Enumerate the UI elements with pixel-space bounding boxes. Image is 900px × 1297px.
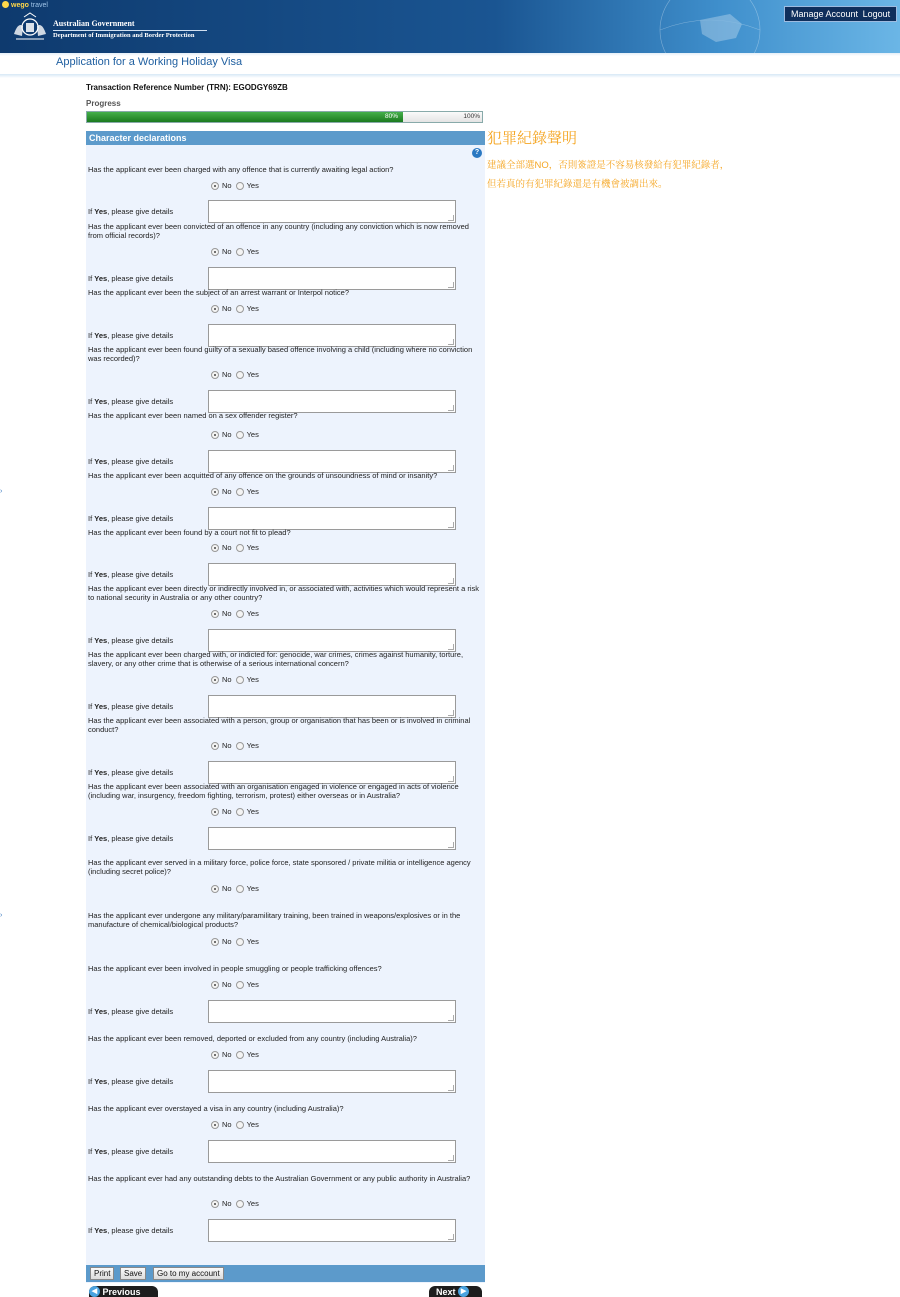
radio-yes[interactable]	[236, 182, 244, 190]
radio-no[interactable]	[211, 808, 219, 816]
radio-no-label: No	[222, 807, 232, 816]
radio-no-label: No	[222, 370, 232, 379]
details-label: If Yes, please give details	[88, 331, 174, 340]
print-button[interactable]: Print	[90, 1267, 114, 1280]
radio-no[interactable]	[211, 885, 219, 893]
radio-no[interactable]	[211, 1051, 219, 1059]
details-textarea[interactable]	[208, 827, 456, 850]
yes-no-radio-group	[211, 543, 263, 552]
details-label: If Yes, please give details	[88, 457, 174, 466]
progress-max: 100%	[463, 113, 480, 120]
radio-yes-label: Yes	[246, 937, 259, 946]
logout-link[interactable]: Logout	[862, 9, 891, 19]
yes-no-radio-group	[211, 247, 263, 256]
question-text: Has the applicant ever had any outstanding debts to the Australian Government or any public authority in Australia?	[88, 1174, 471, 1183]
details-textarea[interactable]	[208, 563, 456, 586]
yes-no-radio-group	[211, 487, 263, 496]
details-label: If Yes, please give details	[88, 514, 174, 523]
radio-yes-label: Yes	[246, 487, 259, 496]
details-textarea[interactable]	[208, 1140, 456, 1163]
save-button[interactable]: Save	[120, 1267, 146, 1280]
radio-no-label: No	[222, 980, 232, 989]
radio-no[interactable]	[211, 1200, 219, 1208]
radio-no-label: No	[222, 181, 232, 190]
radio-yes[interactable]	[236, 885, 244, 893]
radio-no-label: No	[222, 884, 232, 893]
radio-yes[interactable]	[236, 938, 244, 946]
radio-no[interactable]	[211, 981, 219, 989]
radio-no-label: No	[222, 1050, 232, 1059]
yes-no-radio-group	[211, 430, 263, 439]
details-textarea[interactable]	[208, 200, 456, 223]
details-textarea[interactable]	[208, 629, 456, 652]
radio-no-label: No	[222, 937, 232, 946]
radio-yes[interactable]	[236, 981, 244, 989]
radio-no[interactable]	[211, 742, 219, 750]
radio-no[interactable]	[211, 610, 219, 618]
details-label: If Yes, please give details	[88, 1226, 174, 1235]
radio-yes[interactable]	[236, 808, 244, 816]
question-text: Has the applicant ever been charged with any offence that is currently awaiting legal action?	[88, 165, 394, 174]
edge-marker-icon: ›	[0, 912, 3, 919]
yes-no-radio-group	[211, 609, 263, 618]
progress-mark: 80%	[385, 113, 399, 120]
divider	[0, 74, 900, 78]
progress-label: Progress	[86, 99, 121, 108]
radio-yes[interactable]	[236, 305, 244, 313]
radio-yes-label: Yes	[246, 247, 259, 256]
radio-no[interactable]	[211, 676, 219, 684]
question-text: Has the applicant ever been directly or indirectly involved in, or associated with, activities which would represent a risk to national security in Australia or any other country?	[88, 584, 480, 602]
radio-yes[interactable]	[236, 742, 244, 750]
radio-yes[interactable]	[236, 371, 244, 379]
details-textarea[interactable]	[208, 507, 456, 530]
question-text: Has the applicant ever been associated with an organisation engaged in violence or engaged in acts of violence (including war, insurgency, freedom fighting, terrorism, protest) either overseas or in Australia?	[88, 782, 459, 800]
radio-yes-label: Yes	[246, 609, 259, 618]
yes-no-radio-group	[211, 741, 263, 750]
question-text: Has the applicant ever been the subject of an arrest warrant or Interpol notice?	[88, 288, 349, 297]
radio-yes[interactable]	[236, 248, 244, 256]
wego-logo-icon	[2, 1, 9, 8]
globe-decoration-icon	[640, 0, 780, 53]
radio-no[interactable]	[211, 938, 219, 946]
radio-yes[interactable]	[236, 1200, 244, 1208]
radio-yes[interactable]	[236, 610, 244, 618]
radio-no-label: No	[222, 487, 232, 496]
yes-no-radio-group	[211, 181, 263, 190]
radio-no[interactable]	[211, 182, 219, 190]
site-header	[0, 0, 900, 53]
yes-no-radio-group	[211, 675, 263, 684]
yes-no-radio-group	[211, 1199, 263, 1208]
question-text: Has the applicant ever been charged with, or indicted for: genocide, war crimes, crimes against humanity, torture, slavery, or any other crime that is otherwise of a serious international concern?	[88, 650, 464, 668]
note-line: 但若真的有犯罪紀錄還是有機會被調出來。	[487, 179, 668, 190]
details-label: If Yes, please give details	[88, 768, 174, 777]
arrow-left-icon: ◀	[89, 1286, 100, 1297]
details-textarea[interactable]	[208, 390, 456, 413]
radio-no[interactable]	[211, 431, 219, 439]
divider	[53, 30, 207, 31]
gov-name: Australian Government	[53, 19, 135, 28]
yes-no-radio-group	[211, 1050, 263, 1059]
question-text: Has the applicant ever been found by a court not fit to plead?	[88, 528, 291, 537]
question-text: Has the applicant ever overstayed a visa in any country (including Australia)?	[88, 1104, 344, 1113]
question-text: Has the applicant ever served in a military force, police force, state sponsored / private militia or intelligence agency (including secret police)?	[88, 858, 471, 876]
radio-no-label: No	[222, 304, 232, 313]
radio-no-label: No	[222, 609, 232, 618]
note-title: 犯罪紀錄聲明	[487, 130, 578, 147]
radio-yes-label: Yes	[246, 1120, 259, 1129]
question-text: Has the applicant ever been acquitted of any offence on the grounds of unsoundness of mind or insanity?	[88, 471, 438, 480]
details-textarea[interactable]	[208, 695, 456, 718]
details-label: If Yes, please give details	[88, 1007, 174, 1016]
radio-yes[interactable]	[236, 488, 244, 496]
radio-yes-label: Yes	[246, 1199, 259, 1208]
note-line: 建議全部選NO，否則簽證是不容易核發給有犯罪紀錄者，	[487, 160, 730, 171]
question-text: Has the applicant ever been convicted of an offence in any country (including any conviction which is now removed from official records)?	[88, 222, 469, 240]
radio-no[interactable]	[211, 371, 219, 379]
radio-yes-label: Yes	[246, 543, 259, 552]
radio-no[interactable]	[211, 544, 219, 552]
details-label: If Yes, please give details	[88, 1147, 174, 1156]
radio-yes-label: Yes	[246, 370, 259, 379]
radio-yes-label: Yes	[246, 1050, 259, 1059]
yes-no-radio-group	[211, 304, 263, 313]
radio-yes[interactable]	[236, 544, 244, 552]
radio-yes-label: Yes	[246, 741, 259, 750]
previous-button[interactable]: ◀ Previous	[89, 1286, 158, 1297]
help-icon[interactable]: ?	[472, 148, 482, 158]
details-label: If Yes, please give details	[88, 834, 174, 843]
coat-of-arms-icon	[10, 12, 50, 42]
radio-yes-label: Yes	[246, 807, 259, 816]
radio-no-label: No	[222, 543, 232, 552]
details-textarea[interactable]	[208, 267, 456, 290]
details-textarea[interactable]	[208, 324, 456, 347]
radio-no[interactable]	[211, 488, 219, 496]
next-button[interactable]: Next ▶	[429, 1286, 482, 1297]
yes-no-radio-group	[211, 807, 263, 816]
edge-marker-icon: ›	[0, 488, 3, 495]
question-text: Has the applicant ever been involved in people smuggling or people trafficking offences?	[88, 964, 382, 973]
radio-no-label: No	[222, 247, 232, 256]
details-textarea[interactable]	[208, 1070, 456, 1093]
radio-yes-label: Yes	[246, 430, 259, 439]
trn-label: Transaction Reference Number (TRN): EGODGY69ZB	[86, 83, 288, 92]
details-label: If Yes, please give details	[88, 636, 174, 645]
radio-yes[interactable]	[236, 431, 244, 439]
radio-yes[interactable]	[236, 1121, 244, 1129]
question-text: Has the applicant ever been found guilty of a sexually based offence involving a child (including where no conviction was recorded)?	[88, 345, 473, 363]
form-footer	[86, 1265, 485, 1282]
radio-no-label: No	[222, 741, 232, 750]
yes-no-radio-group	[211, 937, 263, 946]
details-label: If Yes, please give details	[88, 570, 174, 579]
radio-no-label: No	[222, 1199, 232, 1208]
wego-badge: wego travel	[2, 1, 48, 9]
manage-account-link[interactable]: Manage Account	[791, 9, 859, 19]
details-label: If Yes, please give details	[88, 1077, 174, 1086]
yes-no-radio-group	[211, 1120, 263, 1129]
arrow-right-icon: ▶	[458, 1286, 469, 1297]
yes-no-radio-group	[211, 370, 263, 379]
radio-no[interactable]	[211, 248, 219, 256]
radio-yes-label: Yes	[246, 181, 259, 190]
page-title: Application for a Working Holiday Visa	[56, 56, 243, 68]
question-text: Has the applicant ever been associated with a person, group or organisation that has been or is involved in criminal conduct?	[88, 716, 471, 734]
details-textarea[interactable]	[208, 1219, 456, 1242]
radio-no[interactable]	[211, 1121, 219, 1129]
radio-no-label: No	[222, 675, 232, 684]
question-text: Has the applicant ever undergone any military/paramilitary training, been trained in weapons/explosives or in the manufacture of chemical/biological products?	[88, 911, 461, 929]
radio-yes[interactable]	[236, 1051, 244, 1059]
yes-no-radio-group	[211, 980, 263, 989]
progress-bar	[86, 111, 483, 123]
details-label: If Yes, please give details	[88, 274, 174, 283]
radio-yes[interactable]	[236, 676, 244, 684]
character-declarations-panel	[86, 131, 485, 1283]
progress-fill	[87, 112, 403, 122]
details-label: If Yes, please give details	[88, 397, 174, 406]
details-label: If Yes, please give details	[88, 207, 174, 216]
go-to-account-button[interactable]: Go to my account	[153, 1267, 224, 1280]
account-bar	[784, 6, 897, 22]
radio-no[interactable]	[211, 305, 219, 313]
question-text: Has the applicant ever been removed, deported or excluded from any country (including Australia)?	[88, 1034, 417, 1043]
details-textarea[interactable]	[208, 450, 456, 473]
radio-yes-label: Yes	[246, 884, 259, 893]
radio-no-label: No	[222, 1120, 232, 1129]
question-text: Has the applicant ever been named on a sex offender register?	[88, 411, 298, 420]
dept-name: Department of Immigration and Border Protection	[53, 32, 195, 39]
radio-no-label: No	[222, 430, 232, 439]
details-textarea[interactable]	[208, 761, 456, 784]
radio-yes-label: Yes	[246, 675, 259, 684]
section-title: Character declarations	[86, 131, 485, 145]
radio-yes-label: Yes	[246, 304, 259, 313]
details-label: If Yes, please give details	[88, 702, 174, 711]
details-textarea[interactable]	[208, 1000, 456, 1023]
yes-no-radio-group	[211, 884, 263, 893]
radio-yes-label: Yes	[246, 980, 259, 989]
